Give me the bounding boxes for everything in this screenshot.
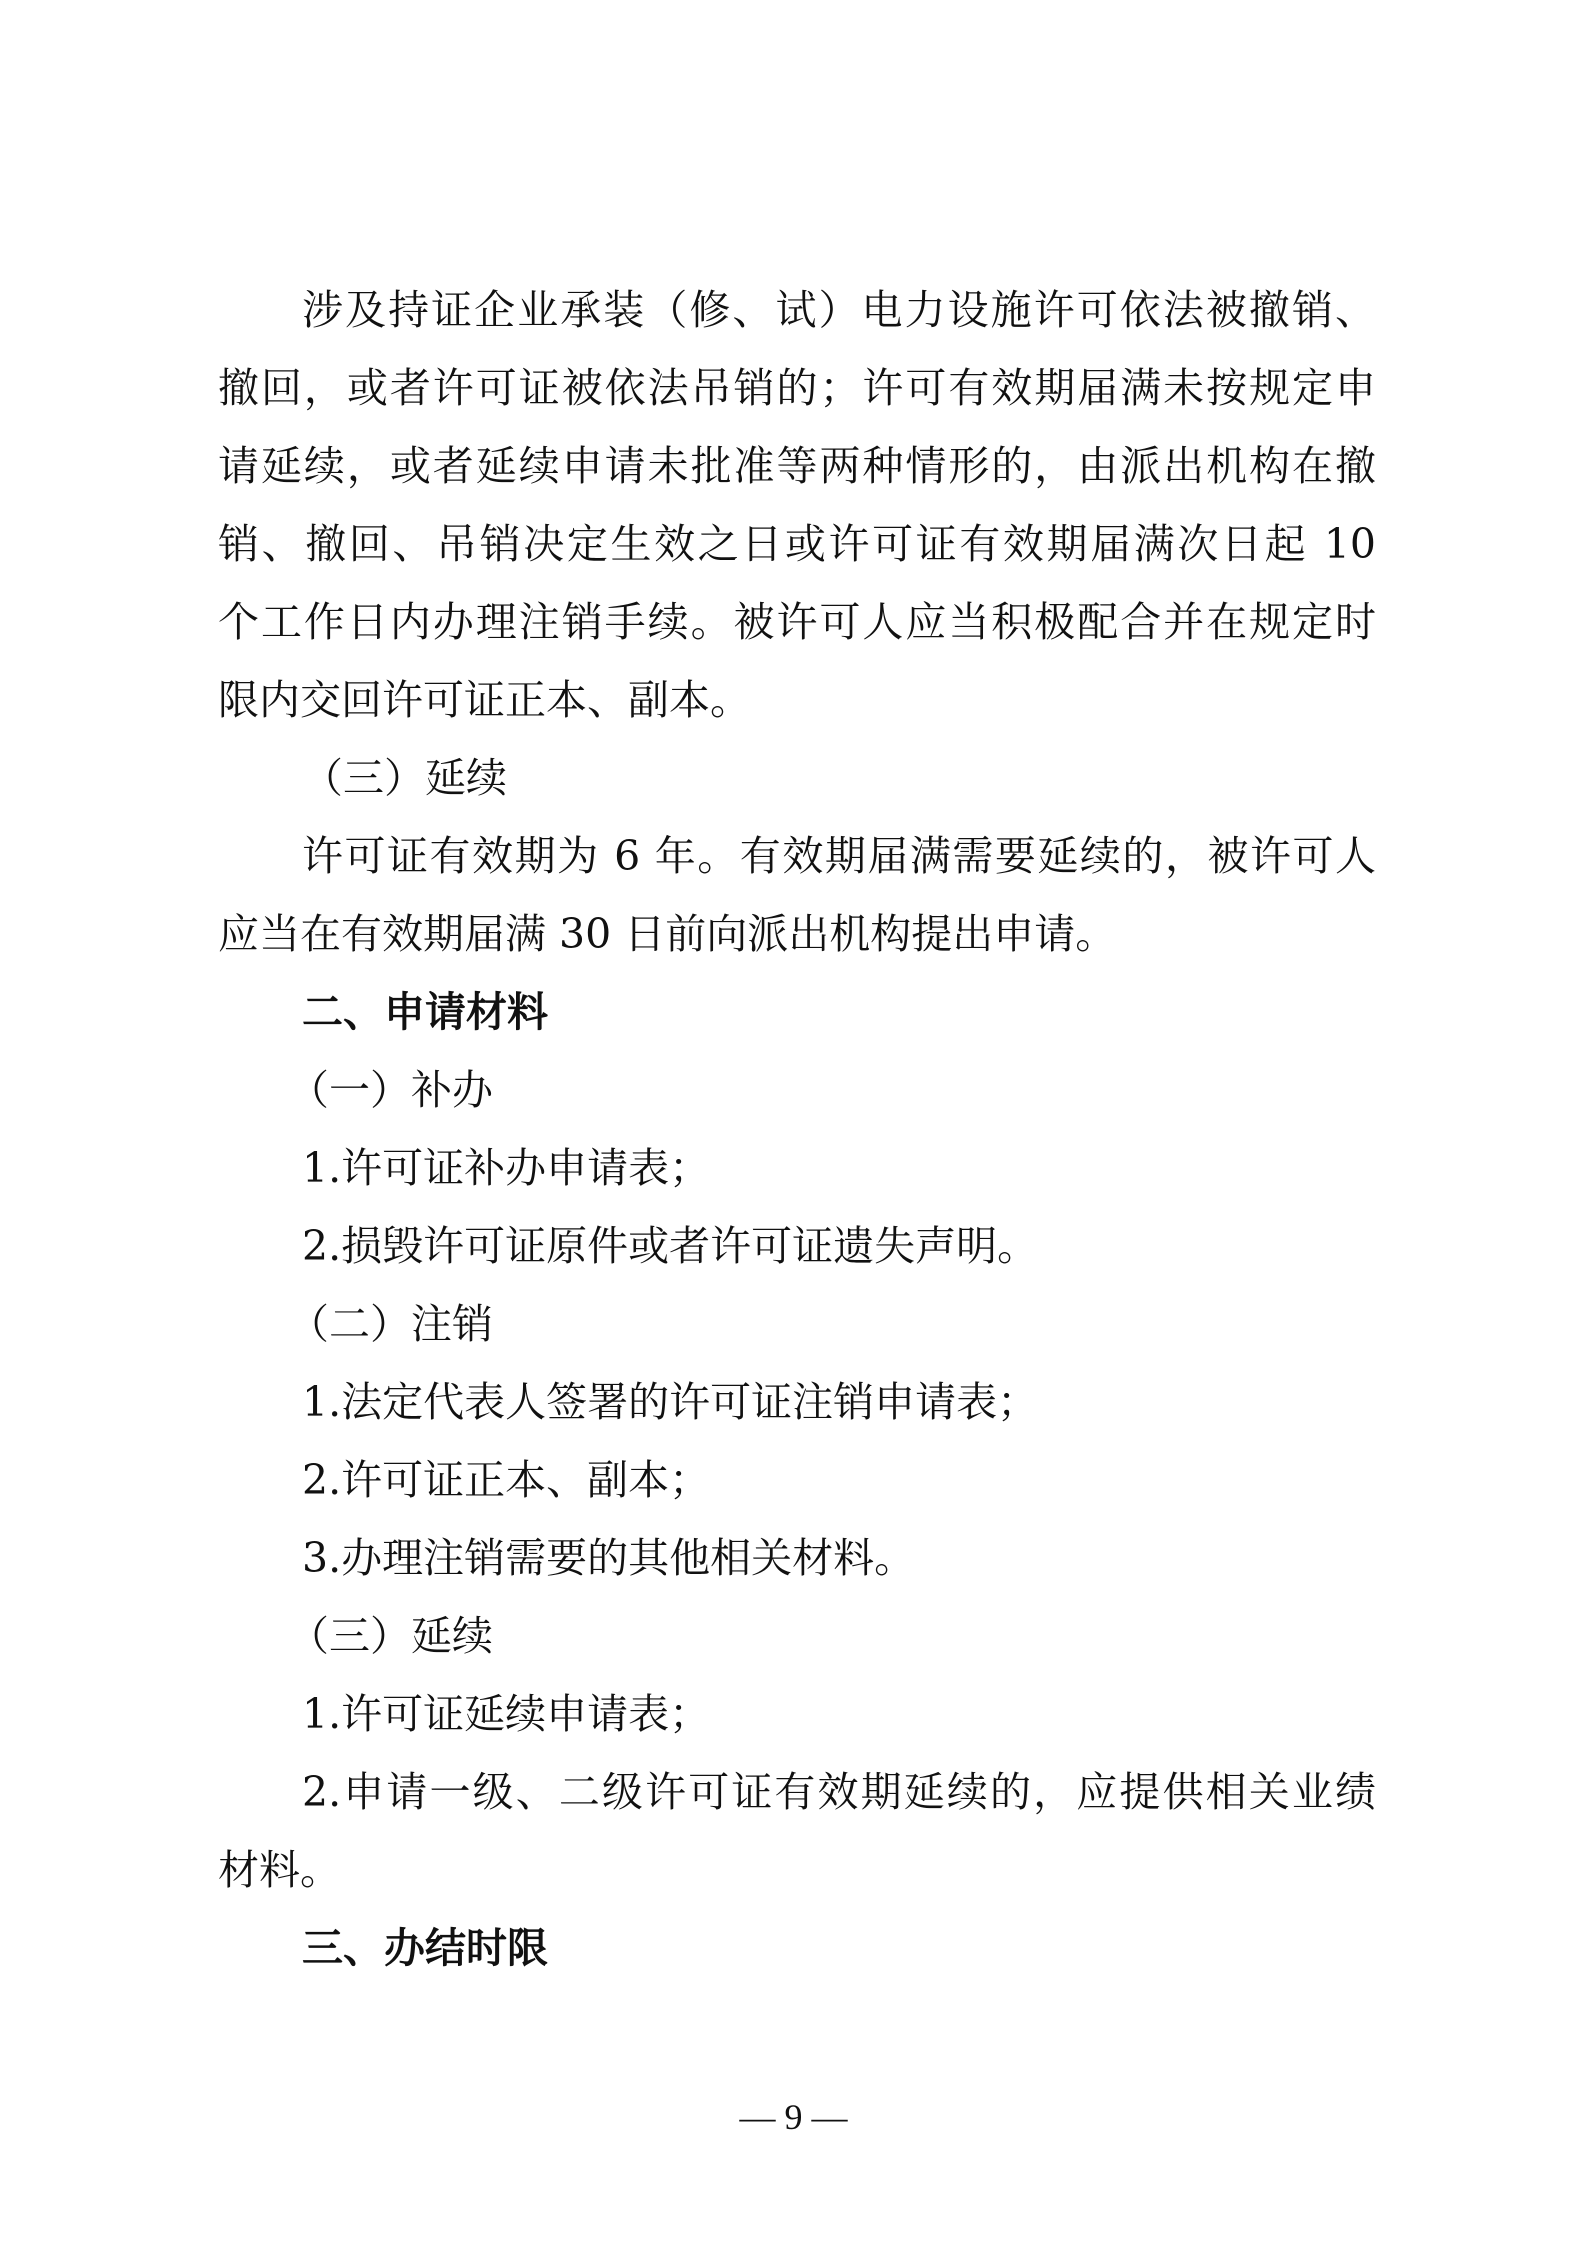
renewal-heading: （三）延续 xyxy=(288,1612,493,1660)
paragraph-1-line-4: 销、撤回、吊销决定生效之日或许可证有效期届满次日起 10 xyxy=(218,520,1376,568)
section-2-title: 二、申请材料 xyxy=(302,988,548,1036)
supplement-item-1: 1.许可证补办申请表； xyxy=(302,1144,711,1192)
renewal-item-1: 1.许可证延续申请表； xyxy=(302,1690,711,1738)
cancellation-item-2: 2.许可证正本、副本； xyxy=(302,1456,711,1504)
paragraph-1-line-5: 个工作日内办理注销手续。被许可人应当积极配合并在规定时 xyxy=(218,598,1376,646)
cancellation-item-1: 1.法定代表人签署的许可证注销申请表； xyxy=(302,1378,1039,1426)
paragraph-2-line-1: 许可证有效期为 6 年。有效期届满需要延续的，被许可人 xyxy=(302,832,1376,880)
paragraph-1-line-2: 撤回，或者许可证被依法吊销的；许可有效期届满未按规定申 xyxy=(218,364,1376,412)
paragraph-1-line-3: 请延续，或者延续申请未批准等两种情形的，由派出机构在撤 xyxy=(218,442,1376,490)
paragraph-1-line-6: 限内交回许可证正本、副本。 xyxy=(218,676,751,724)
cancellation-item-3: 3.办理注销需要的其他相关材料。 xyxy=(302,1534,916,1582)
supplement-heading: （一）补办 xyxy=(288,1066,493,1114)
supplement-item-2: 2.损毁许可证原件或者许可证遗失声明。 xyxy=(302,1222,1039,1270)
paragraph-1-line-1: 涉及持证企业承装（修、试）电力设施许可依法被撤销、 xyxy=(302,286,1376,334)
page-number: — 9 — xyxy=(739,2097,848,2137)
section-3-title: 三、办结时限 xyxy=(302,1924,548,1972)
renewal-item-2-line-2: 材料。 xyxy=(218,1846,341,1894)
cancellation-heading: （二）注销 xyxy=(288,1300,493,1348)
renewal-item-2-line-1: 2.申请一级、二级许可证有效期延续的，应提供相关业绩 xyxy=(302,1768,1376,1816)
heading-renewal-period: （三）延续 xyxy=(302,754,507,802)
paragraph-2-line-2: 应当在有效期届满 30 日前向派出机构提出申请。 xyxy=(218,910,1117,958)
